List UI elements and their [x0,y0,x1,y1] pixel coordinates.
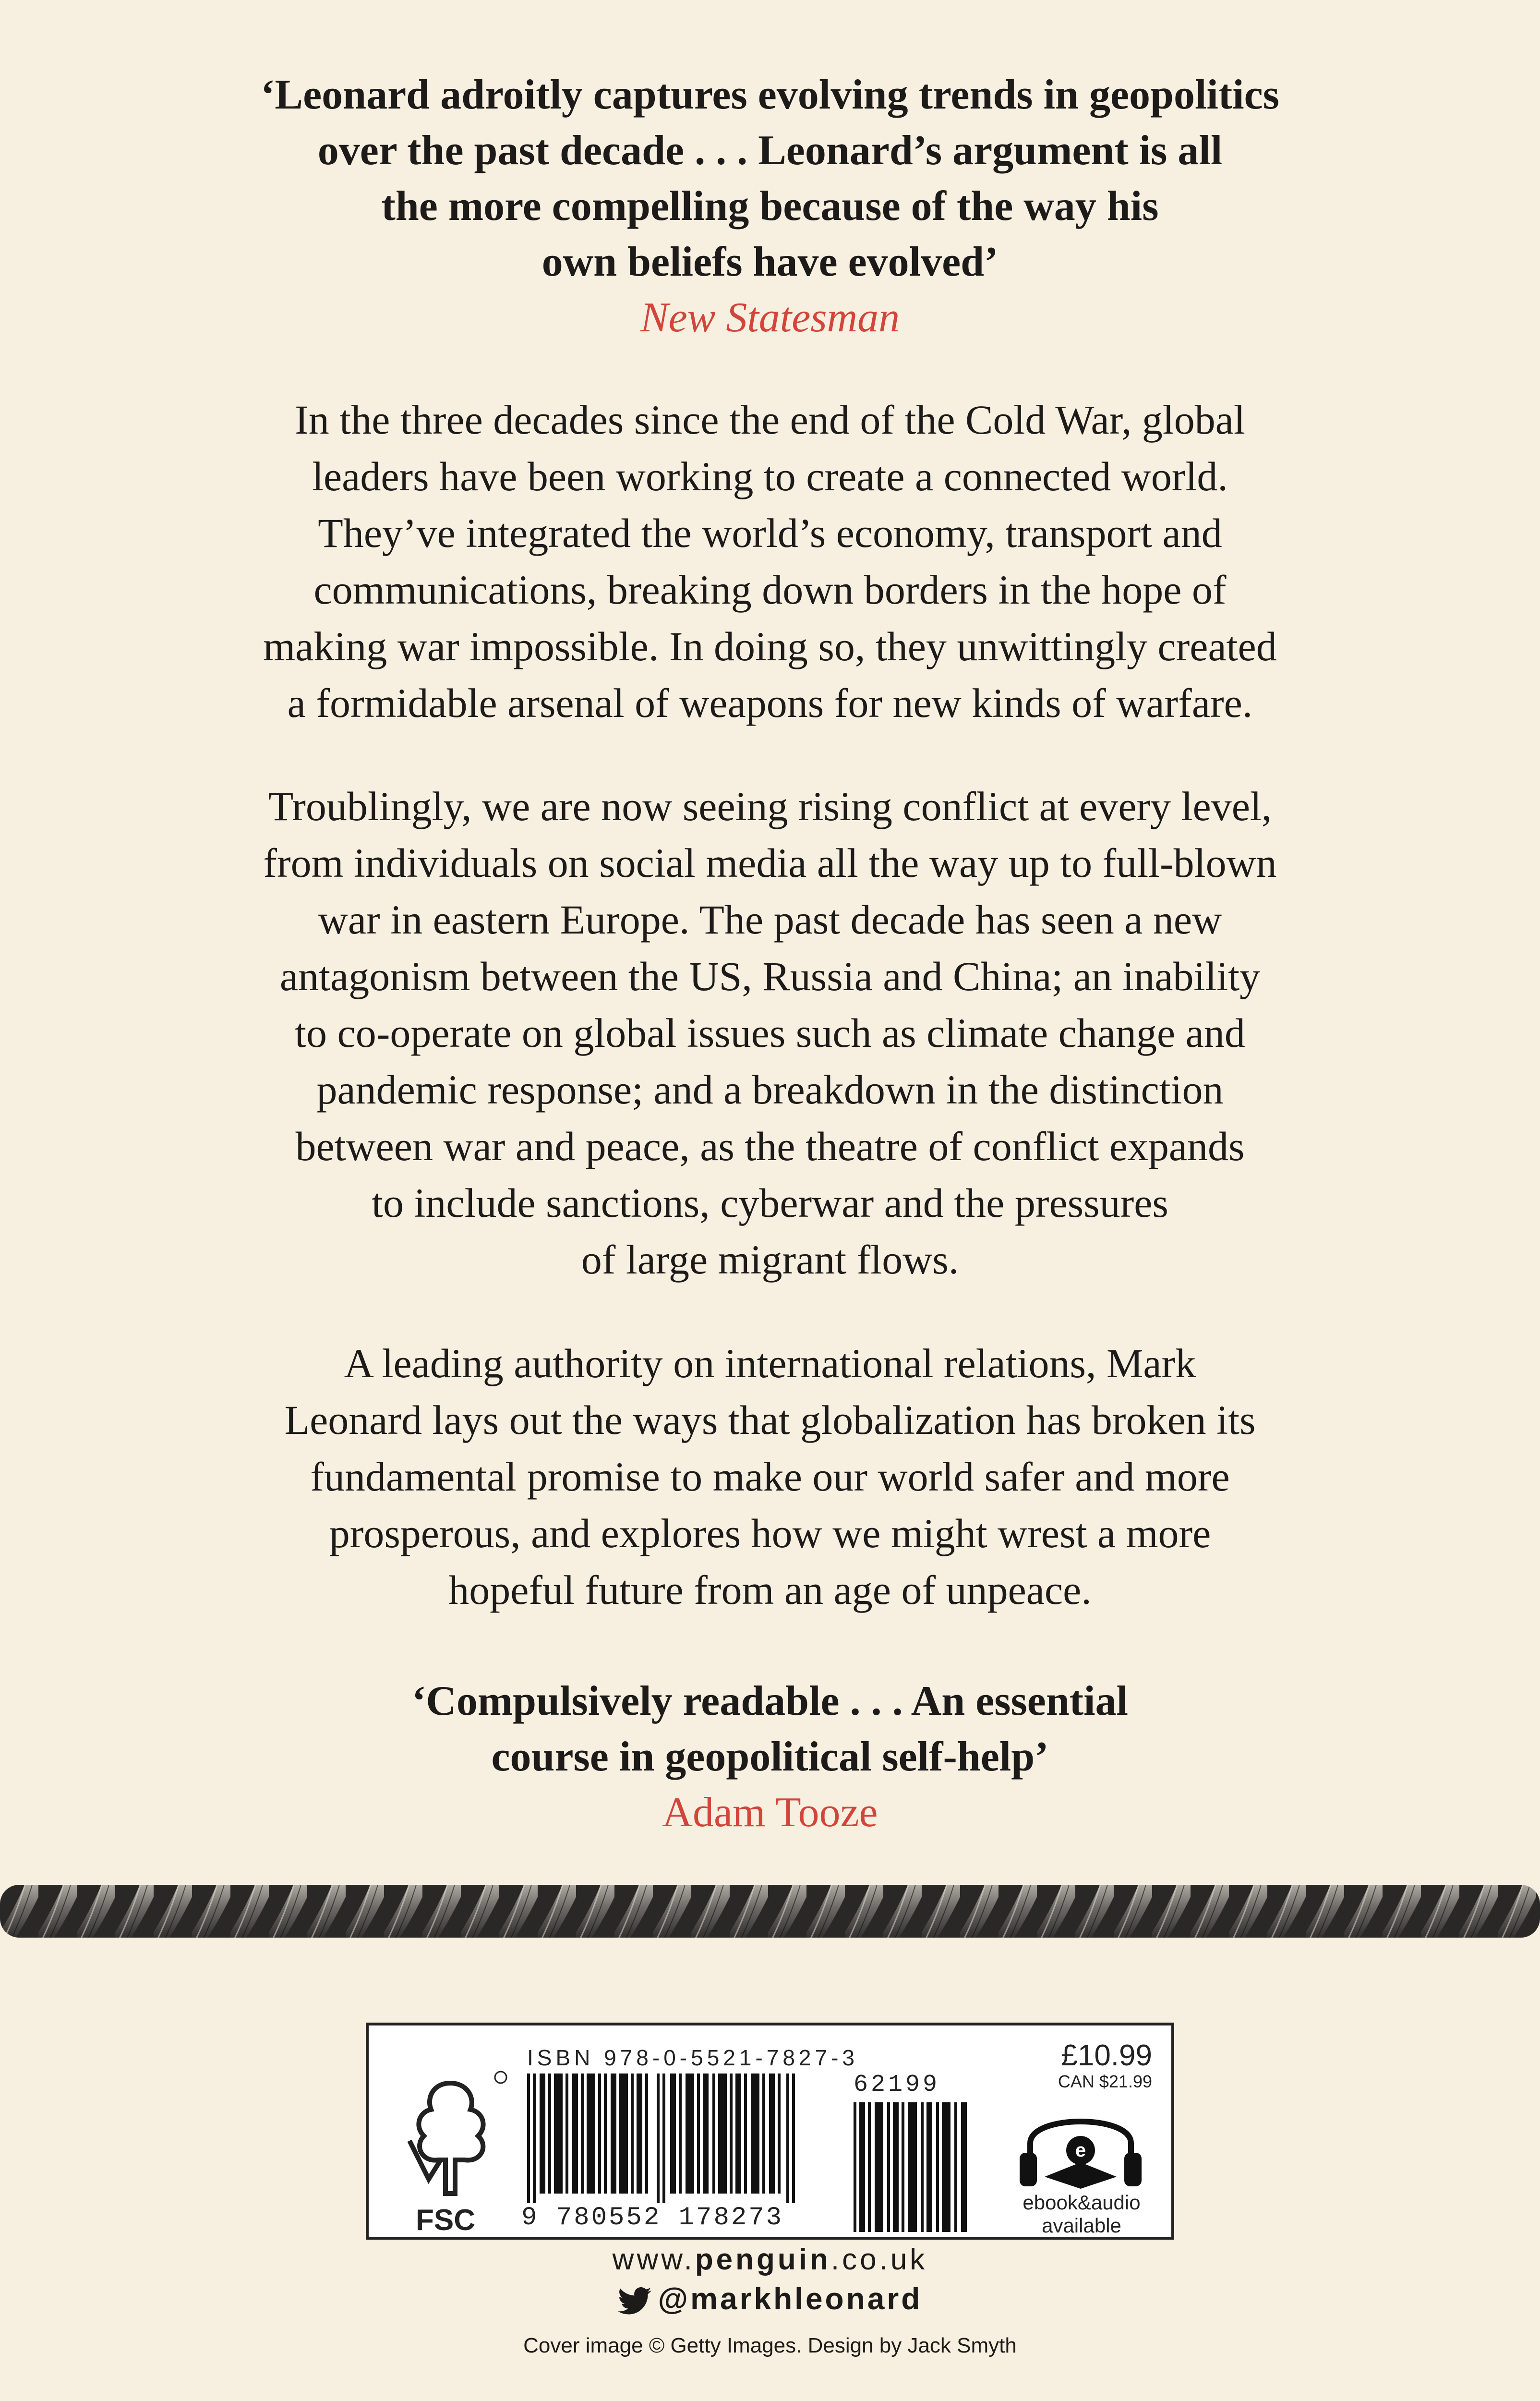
text-line: Leonard lays out the ways that globalization has broken its [284,1397,1256,1443]
addon-digits: 62199 [854,2071,940,2098]
blurb-paragraph-1 [0,391,1540,731]
rope-image [0,1875,1540,1947]
quote-line: ‘Leonard adroitly captures evolving trends in geopolitics [261,72,1279,118]
isbn-barcode [527,2074,796,2203]
text-line: to co-operate on global issues such as climate change and [295,1010,1245,1056]
price-block [1058,2040,1152,2092]
text-line: leaders have been working to create a connected world. [312,453,1228,499]
quote-line: over the past decade . . . Leonard’s argument is all [317,127,1223,174]
text-line: pandemic response; and a breakdown in the distinction [316,1067,1224,1113]
text-line: making war impossible. In doing so, they unwittingly created [263,623,1277,669]
fsc-label: FSC [416,2204,475,2237]
text-line: communications, breaking down borders in the hope of [313,567,1227,613]
text-line: hopeful future from an age of unpeace. [448,1567,1092,1613]
svg-text:e: e [1075,2140,1086,2161]
blurb-paragraph-3 [0,1335,1540,1618]
price-can: CAN $21.99 [1058,2072,1152,2091]
price-addon-barcode [854,2102,969,2232]
quote-source: Adam Tooze [662,1789,878,1836]
publisher-website[interactable] [0,2243,1540,2277]
fsc-tree-icon [393,2069,508,2213]
ebook-audio-label [993,2191,1170,2237]
web-prefix: www. [612,2243,695,2276]
quote-line: course in geopolitical self-help’ [491,1734,1049,1780]
isbn-text: ISBN 978-0-5521-7827-3 [527,2045,858,2070]
price-gbp: £10.99 [1061,2039,1152,2072]
text-line: between war and peace, as the theatre of conflict expands [295,1123,1245,1169]
text-line: a formidable arsenal of weapons for new kinds of warfare. [287,680,1253,726]
barcode-panel [366,2023,1174,2240]
cover-credit: Cover image © Getty Images. Design by Jack Smyth [523,2334,1017,2357]
text-line: Troublingly, we are now seeing rising conflict at every level, [268,783,1272,829]
blurb-paragraph-2 [0,778,1540,1288]
author-twitter[interactable] [0,2281,1540,2316]
text-line: prosperous, and explores how we might wrest a more [329,1510,1211,1556]
text-line: to include sanctions, cyberwar and the pressures [372,1180,1168,1226]
ebook-label-line: ebook&audio [1023,2191,1141,2214]
quote-line: own beliefs have evolved’ [541,239,999,285]
twitter-handle: @markhleonard [658,2281,923,2316]
text-line: antagonism between the US, Russia and China; an inability [279,953,1261,999]
ebook-label-line: available [1042,2214,1121,2237]
web-brand: penguin [695,2243,831,2276]
quote-line: the more compelling because of the way his [381,183,1159,230]
quote-line: ‘Compulsively readable . . . An essential [411,1678,1128,1724]
ebook-audio-icon [1011,2105,1150,2191]
barcode-digits: 9 780552 178273 [521,2203,784,2232]
text-line: They’ve integrated the world’s economy, transport and [318,510,1222,556]
text-line: fundamental promise to make our world safer and more [310,1454,1230,1500]
web-suffix: .co.uk [830,2243,928,2276]
text-line: war in eastern Europe. The past decade has seen a new [318,897,1222,943]
text-line: A leading authority on international relations, Mark [344,1340,1196,1386]
text-line: In the three decades since the end of the Cold War, global [295,397,1245,443]
top-review-quote [0,67,1540,346]
bottom-review-quote [0,1673,1540,1841]
text-line: from individuals on social media all the way up to full-blown [263,840,1277,886]
text-line: of large migrant flows. [581,1237,959,1283]
quote-source: New Statesman [640,294,900,341]
twitter-bird-icon [618,2287,651,2315]
